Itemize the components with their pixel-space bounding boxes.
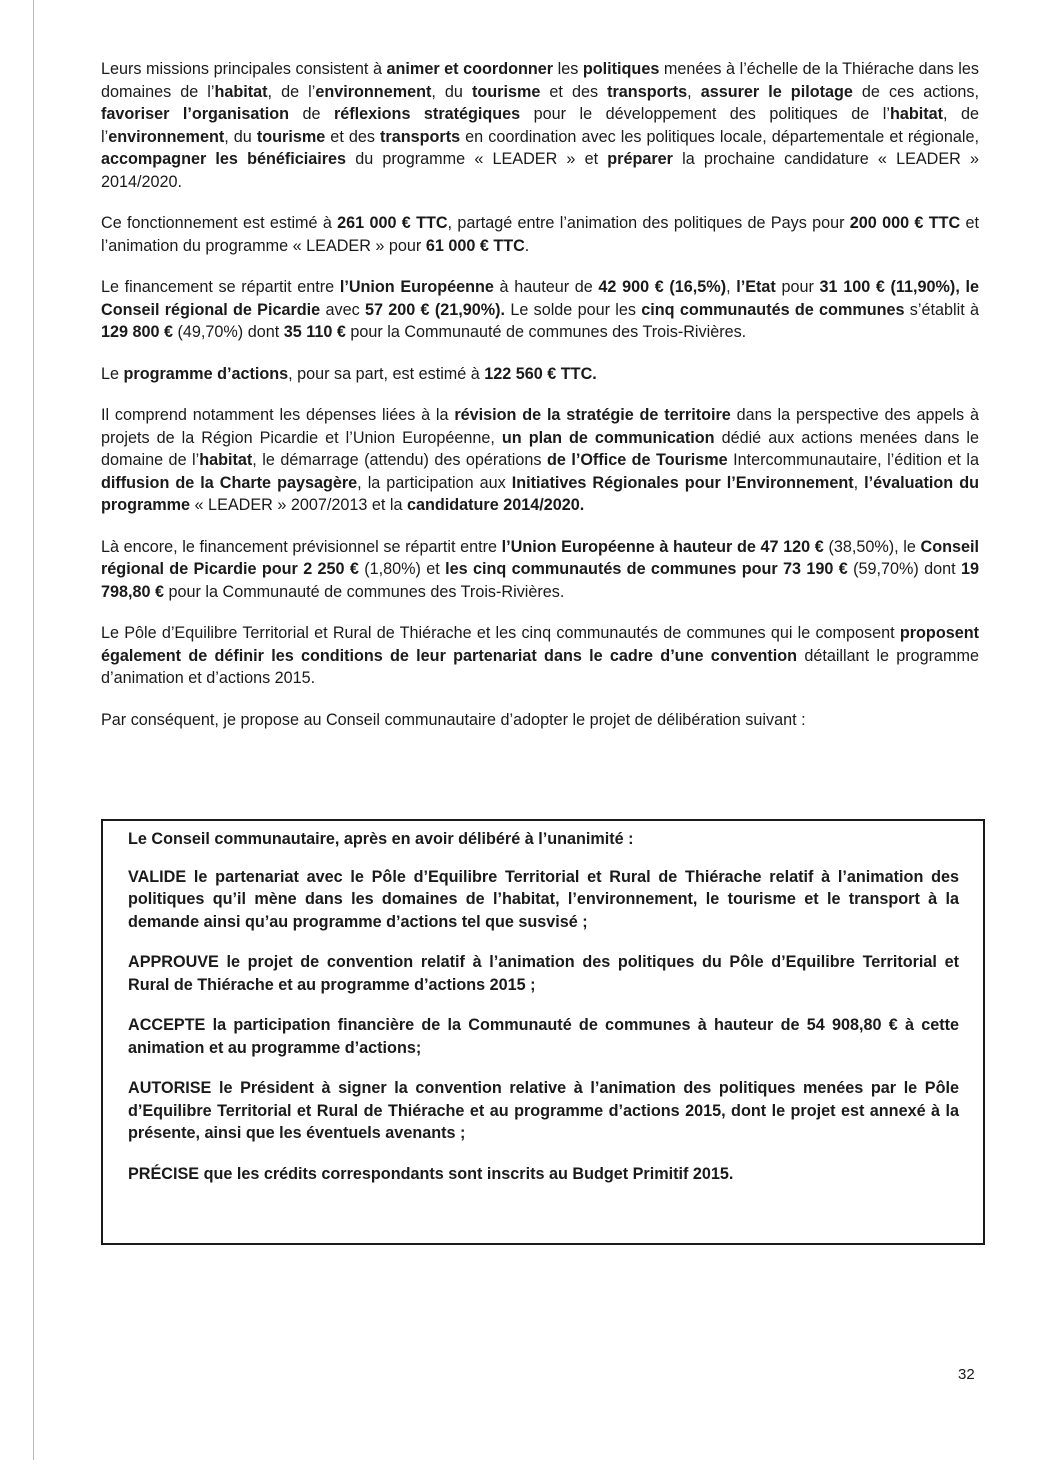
bold-run: habitat [199,451,253,469]
deliberation-item-approuve: APPROUVE le projet de convention relatif à l’animation des politiques du Pôle d’Equilibre Territorial et Rural de Thiérache et au programme d’actions 2015 ; [128,953,959,994]
paragraph-financement [101,276,979,344]
bold-run: transports [380,127,461,146]
text-run: Là encore, le financement prévisionnel se répartit entre [101,537,502,556]
bold-run: Conseil régional de Picardie pour 2 250 € [101,537,979,578]
text-run: Le financement se répartit entre [101,278,340,296]
bold-run: 61 000 € TTC [425,236,525,255]
bold-run: candidature 2014/2020. [406,496,585,514]
bold-run: tourisme [256,127,326,146]
text-run: . [524,236,530,255]
text-run: les [553,60,583,78]
text-run: s’établit à [904,300,979,319]
text-run: , [726,278,737,296]
text-run: Intercommunautaire, l’édition et la [727,451,979,469]
text-run: « LEADER » 2007/2013 et la [190,496,407,514]
bold-run: 19 798,80 € [101,560,979,601]
bold-run: Initiatives Régionales pour l’Environnement [511,473,854,492]
text-run: pour le développement des politiques de l’ [520,105,890,123]
bold-run: assurer le pilotage [700,82,853,101]
bold-run: un plan de communication [501,428,715,447]
bold-run: l’Union Européenne à hauteur de 47 120 € [501,537,824,556]
text-run: , [853,473,865,492]
bold-run: 57 200 € (21,90%). [364,300,506,319]
text-run: , du [431,82,472,101]
paragraph-convention [101,622,979,690]
text-run: (59,70%) dont [847,560,961,578]
bold-run: environnement [315,82,432,101]
deliberation-item-accepte: ACCEPTE la participation financière de la Communauté de communes à hauteur de 54 908,80 € à cette animation et au programme d’actions; [128,1016,959,1057]
text-run: la prochaine candidature « LEADER » 2014/2020. [101,150,980,191]
text-run: pour la Communauté de communes des Trois-Rivières. [345,323,747,341]
paragraph-fonctionnement [101,212,979,257]
text-run: et des [325,127,381,146]
bold-run: diffusion de la Charte paysagère [101,473,358,492]
bold-run: 31 100 € (11,90%), le Conseil régional de Picardie [101,278,979,319]
text-run: et des [540,82,608,101]
document-body [101,58,979,750]
deliberation-item-precise: PRÉCISE que les crédits correspondants sont inscrits au Budget Primitif 2015. [128,1164,734,1183]
text-run: dédié aux actions menées dans le domaine de l’ [101,428,979,469]
text-run: Leurs missions principales consistent à [101,60,387,78]
bold-run: 122 560 € TTC. [484,364,597,383]
bold-run: animer et coordonner [386,60,554,78]
text-run: , partagé entre l’animation des politiques de Pays pour [447,214,850,232]
text-run: pour la Communauté de communes des Trois-Rivières. [164,582,565,601]
text-run: , du [224,127,257,146]
bold-run: 129 800 € [101,323,174,341]
deliberation-box [101,819,985,1245]
text-run: détaillant le programme d’animation et d’actions 2015. [101,646,979,687]
bold-run: accompagner les bénéficiaires [101,150,347,168]
bold-run: l’Union Européenne [339,278,494,296]
bold-run: favoriser l’organisation [101,105,289,123]
text-run: (38,50%), le [823,537,921,556]
text-run: pour [775,278,820,296]
paragraph-financement-previsionnel [101,536,979,604]
text-run: (49,70%) dont [173,323,284,341]
text-run: Ce fonctionnement est estimé à [101,214,338,232]
scan-margin-line [33,0,34,1460]
bold-run: tourisme [471,82,541,101]
text-run: , de l’ [267,82,316,101]
bold-run: transports [607,82,688,101]
text-run: , de l’ [101,105,979,146]
text-run: en coordination avec les politiques locale, départementale et régionale, [460,127,979,146]
bold-run: l’évaluation du programme [101,473,979,514]
text-run: de [289,105,334,123]
text-run: de ces actions, [852,82,979,101]
bold-run: de l’Office de Tourisme [546,451,728,469]
text-run: à hauteur de [493,278,599,296]
deliberation-item-valide: VALIDE le partenariat avec le Pôle d’Equilibre Territorial et Rural de Thiérache relatif à l’animation des politiques qu’il mène dans les domaines de l’habitat, l’environnement, le tourisme et le transport à la demande ainsi qu’au programme d’actions tel que susvisé ; [128,867,959,931]
bold-run: les cinq communautés de communes pour 73 190 € [445,560,848,578]
bold-run: politiques [582,60,660,78]
bold-run: l’Etat [736,278,776,296]
deliberation-item-autorise: AUTORISE le Président à signer la convention relative à l’animation des politiques menées par le Pôle d’Equilibre Territorial et Rural de Thiérache et au programme d’actions 2015, dont le projet est annexé à la présente, ainsi que les éventuels avenants ; [128,1079,959,1142]
bold-run: programme d’actions [123,364,289,383]
paragraph-proposition [101,709,979,732]
text-run: , pour sa part, est estimé à [288,364,485,383]
bold-run: 42 900 € (16,5%) [598,278,727,296]
bold-run: proposent également de définir les conditions de leur partenariat dans le cadre d’une convention [101,624,979,665]
bold-run: préparer [607,150,673,168]
bold-run: réflexions stratégiques [333,105,521,123]
deliberation-intro: Le Conseil communautaire, après en avoir délibéré à l’unanimité : [128,830,634,848]
text-run: Le [101,364,124,383]
bold-run: révision de la stratégie de territoire [454,406,731,424]
text-run: Par conséquent, je propose au Conseil communautaire d’adopter le projet de délibération suivant : [101,710,806,729]
text-run: Il comprend notamment les dépenses liées à la [101,406,455,424]
bold-run: habitat [889,105,943,123]
text-run: , la participation aux [357,473,512,492]
page-number: 32 [958,1366,975,1383]
paragraph-depenses [101,404,979,517]
text-run: (1,80%) et [358,560,446,578]
text-run: , le démarrage (attendu) des opérations [252,451,547,469]
bold-run: 261 000 € TTC [337,214,448,232]
text-run: menées à l’échelle de la Thiérache dans les domaines de l’ [101,60,979,101]
bold-run: environnement [108,127,225,146]
text-run: Le solde pour les [505,300,642,319]
text-run: avec [320,300,365,319]
bold-run: cinq communautés de communes [641,300,905,319]
bold-run: habitat [214,82,268,101]
text-run: dans la perspective des appels à projets de la Région Picardie et l’Union Européenne, [101,406,979,447]
bold-run: 35 110 € [283,323,346,341]
paragraph-programme [101,363,979,386]
text-run: Le Pôle d’Equilibre Territorial et Rural de Thiérache et les cinq communautés de communes qui le composent [101,624,900,642]
text-run: , [687,82,701,101]
text-run: et l’animation du programme « LEADER » pour [101,214,979,255]
bold-run: 200 000 € TTC [849,214,961,232]
paragraph-missions [101,58,979,193]
text-run: du programme « LEADER » et [346,150,608,168]
